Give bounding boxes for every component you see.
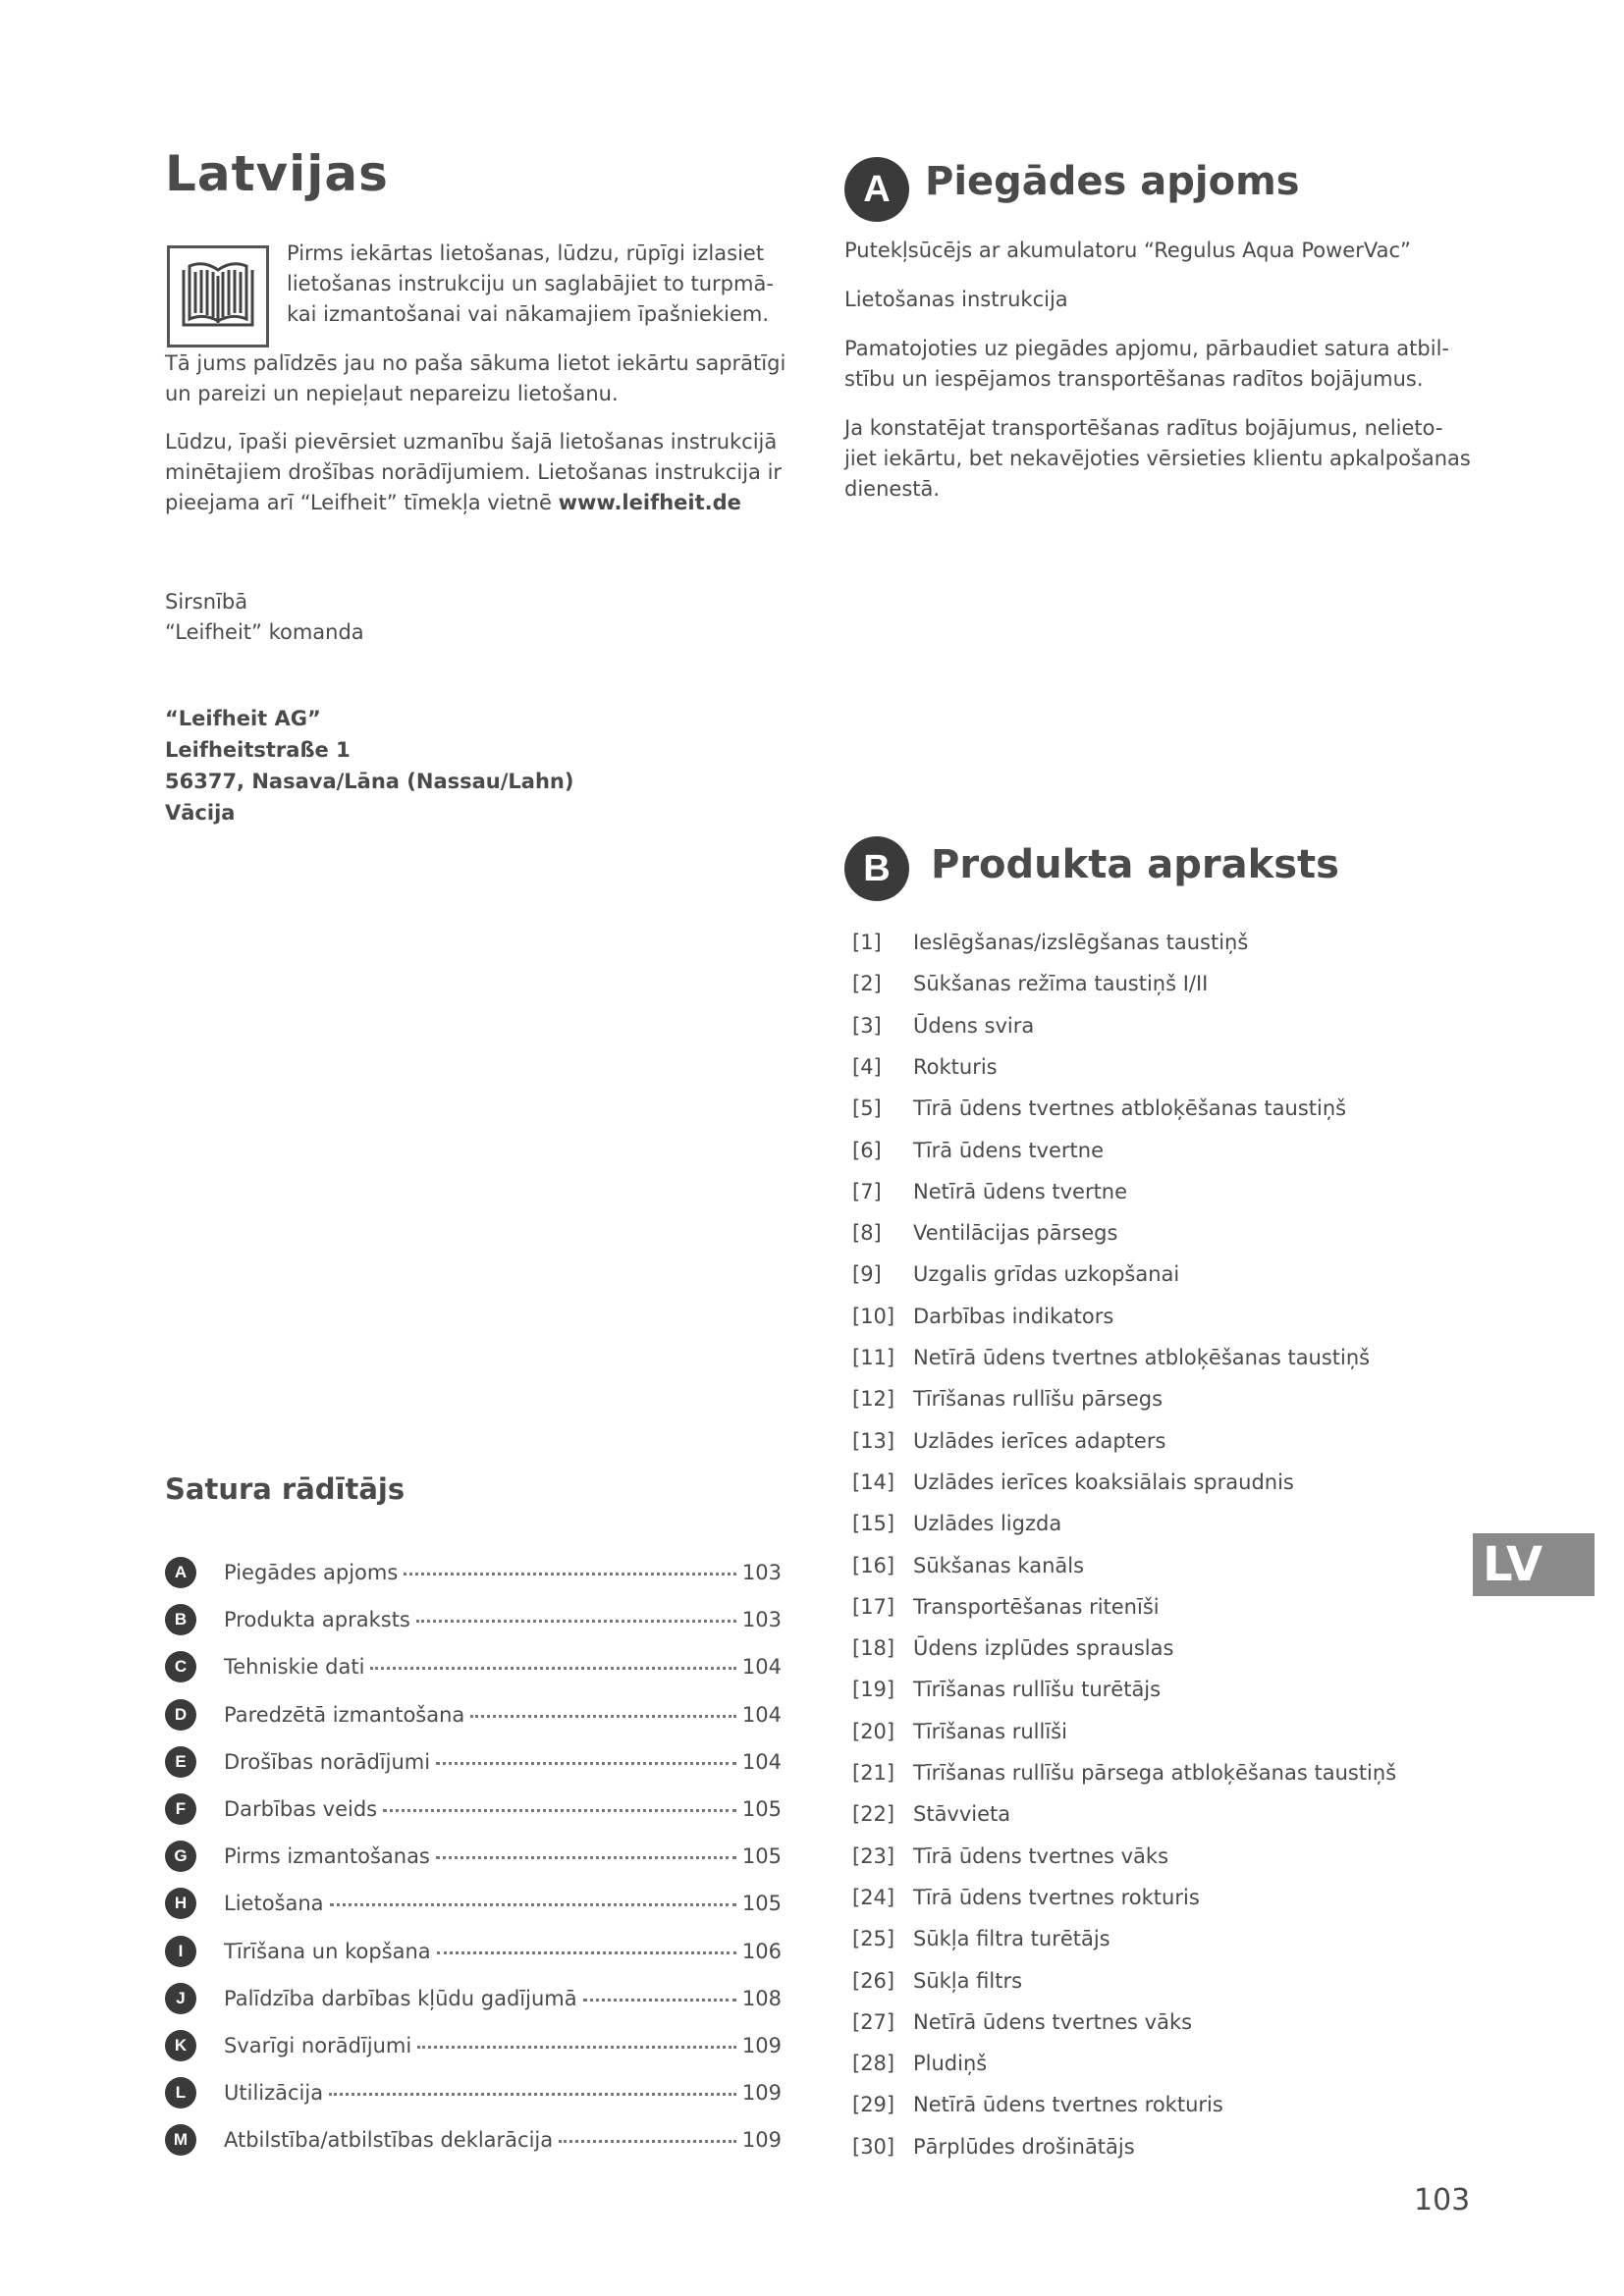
- intro-line: [165, 488, 782, 518]
- part-label: Pārplūdes drošinātājs: [913, 2134, 1135, 2159]
- toc-label: Tīrīšana un kopšana: [224, 1939, 431, 1963]
- address-line: 56377, Nasava/Lāna (Nassau/Lahn): [165, 770, 574, 793]
- part-number: [26]: [852, 1968, 895, 1993]
- delivery-item: Putekļsūcējs ar akumulatoru “Regulus Aqua PowerVac”: [844, 239, 1411, 262]
- toc-leader-dots: [370, 1666, 735, 1670]
- section-a-title: Piegādes apjoms: [925, 159, 1300, 204]
- part-item: [852, 1135, 1104, 1166]
- part-item: [852, 1591, 1160, 1623]
- part-label: Tīrīšanas rullīši: [913, 1719, 1067, 1743]
- section-b-badge: B: [844, 836, 909, 901]
- part-number: [23]: [852, 1843, 895, 1868]
- part-item: [852, 1010, 1034, 1041]
- intro-line: lietošanas instrukciju un saglabājiet to turpmā-: [287, 272, 774, 295]
- part-number: [21]: [852, 1761, 895, 1785]
- part-item: [852, 1632, 1173, 1664]
- toc-entry[interactable]: [165, 1841, 782, 1872]
- toc-page-number: 105: [741, 1797, 782, 1821]
- toc-letter-badge: G: [165, 1841, 196, 1872]
- toc-letter-badge: K: [165, 2030, 196, 2061]
- part-label: Tīrīšanas rullīšu pārsegs: [913, 1387, 1164, 1412]
- toc-leader-dots: [329, 2092, 736, 2096]
- part-number: [27]: [852, 2009, 895, 2034]
- toc-entry[interactable]: [165, 1888, 782, 1919]
- toc-page-number: 105: [741, 1844, 782, 1869]
- toc-leader-dots: [436, 1855, 736, 1859]
- part-label: Sūkšanas režīma taustiņš I/II: [913, 972, 1209, 996]
- toc-page-number: 104: [741, 1749, 782, 1774]
- toc-label: Produkta apraksts: [224, 1608, 410, 1632]
- toc-entry[interactable]: [165, 1557, 782, 1588]
- section-a-line: jiet iekārtu, bet nekavējoties vērsieties klientu apkalpošanas: [844, 447, 1471, 470]
- part-item: [852, 1757, 1396, 1789]
- part-label: Ūdens izplūdes sprauslas: [913, 1636, 1174, 1661]
- toc-leader-dots: [437, 1950, 736, 1954]
- part-number: [13]: [852, 1428, 895, 1453]
- part-item: [852, 1841, 1168, 1872]
- part-item: [852, 2048, 987, 2079]
- part-item: [852, 1550, 1084, 1581]
- intro-paragraph-2: [165, 348, 785, 409]
- part-number: [11]: [852, 1346, 895, 1369]
- part-label: Ieslēgšanas/izslēgšanas taustiņš: [913, 931, 1249, 954]
- part-item: [852, 1882, 1200, 1913]
- toc-label: Svarīgi norādījumi: [224, 2034, 412, 2057]
- part-label: Sūkļa filtra turētājs: [913, 1927, 1110, 1951]
- toc-entry[interactable]: [165, 2030, 782, 2061]
- toc-letter-badge: J: [165, 1983, 196, 2014]
- toc-label: Drošības norādījumi: [224, 1749, 431, 1774]
- toc-letter-badge: E: [165, 1746, 196, 1778]
- toc-page-number: 109: [741, 2128, 782, 2153]
- toc-letter-badge: M: [165, 2124, 196, 2156]
- part-label: Pludiņš: [913, 2052, 988, 2076]
- intro-line: minētajiem drošības norādījumiem. Lietošanas instrukcija ir: [165, 460, 783, 484]
- part-label: Tīrīšanas rullīšu turētājs: [913, 1678, 1162, 1702]
- address-line: “Leifheit AG”: [165, 707, 321, 730]
- toc-page-number: 109: [741, 2081, 782, 2106]
- part-item: [852, 968, 1208, 999]
- address: [165, 703, 573, 828]
- part-number: [6]: [852, 1138, 882, 1162]
- part-number: [30]: [852, 2134, 895, 2159]
- toc-page-number: 103: [741, 1561, 782, 1584]
- intro-line: Pirms iekārtas lietošanas, lūdzu, rūpīgi izlasiet: [287, 241, 765, 265]
- part-label: Sūkšanas kanāls: [913, 1553, 1085, 1577]
- part-label: Sūkļa filtrs: [913, 1968, 1023, 1993]
- toc-entry[interactable]: [165, 2124, 782, 2156]
- part-number: [28]: [852, 2052, 895, 2076]
- part-item: [852, 1342, 1370, 1373]
- page-number: 103: [1414, 2183, 1471, 2217]
- toc-page-number: 104: [741, 1655, 782, 1680]
- part-number: [7]: [852, 1179, 882, 1203]
- section-a-badge: A: [844, 157, 909, 222]
- part-number: [14]: [852, 1469, 895, 1494]
- toc-label: Paredzētā izmantošana: [224, 1702, 465, 1727]
- toc-label: Atbilstība/atbilstības deklarācija: [224, 2128, 554, 2153]
- part-label: Tīrā ūdens tvertnes vāks: [913, 1843, 1169, 1868]
- toc-leader-dots: [583, 1998, 736, 2002]
- part-item: [852, 1425, 1165, 1457]
- toc-letter-badge: C: [165, 1651, 196, 1682]
- part-number: [19]: [852, 1678, 895, 1702]
- toc-entry[interactable]: [165, 1983, 782, 2014]
- part-number: [4]: [852, 1054, 882, 1079]
- website-link[interactable]: www.leifheit.de: [558, 491, 741, 514]
- intro-paragraph-3: [165, 427, 782, 518]
- part-number: [15]: [852, 1512, 895, 1536]
- part-item: [852, 2089, 1223, 2120]
- part-item: [852, 927, 1248, 958]
- toc-letter-badge: D: [165, 1699, 196, 1731]
- section-b-title: Produkta apraksts: [931, 842, 1339, 887]
- toc-label: Palīdzība darbības kļūdu gadījumā: [224, 1986, 577, 2010]
- intro-line: un pareizi un nepieļaut nepareizu lietošanu.: [165, 382, 619, 405]
- part-label: Uzgalis grīdas uzkopšanai: [913, 1262, 1180, 1287]
- language-tab: LV: [1473, 1533, 1595, 1596]
- toc-label: Utilizācija: [224, 2081, 324, 2106]
- part-label: Rokturis: [913, 1054, 998, 1079]
- toc-leader-dots: [383, 1808, 736, 1812]
- section-a-line: Pamatojoties uz piegādes apjomu, pārbaudiet satura atbil-: [844, 337, 1449, 360]
- toc-label: Tehniskie dati: [224, 1655, 365, 1680]
- part-item: [852, 1674, 1161, 1705]
- part-item: [852, 1798, 1010, 1830]
- toc-leader-dots: [436, 1761, 736, 1765]
- book-icon: [167, 245, 269, 347]
- toc-leader-dots: [416, 1619, 736, 1623]
- toc-page-number: 104: [741, 1702, 782, 1727]
- part-item: [852, 1051, 998, 1083]
- part-label: Transportēšanas ritenīši: [913, 1594, 1160, 1619]
- part-label: Tīrā ūdens tvertnes rokturis: [913, 1885, 1200, 1909]
- toc-title: Satura rādītājs: [165, 1472, 406, 1506]
- toc-leader-dots: [559, 2139, 736, 2143]
- section-a-line: stību un iespējamos transportēšanas radītos bojājumus.: [844, 367, 1424, 391]
- part-item: [852, 1923, 1110, 1954]
- part-label: Uzlādes ierīces koaksiālais spraudnis: [913, 1469, 1294, 1494]
- part-number: [22]: [852, 1802, 895, 1827]
- toc-leader-dots: [470, 1714, 736, 1718]
- part-item: [852, 1467, 1294, 1498]
- part-label: Tīrīšanas rullīšu pārsega atbloķēšanas taustiņš: [913, 1761, 1397, 1785]
- part-label: Ūdens svira: [913, 1013, 1035, 1038]
- toc-page-number: 108: [741, 1986, 782, 2010]
- toc-letter-badge: F: [165, 1793, 196, 1825]
- intro-line: kai izmantošanai vai nākamajiem īpašniekiem.: [287, 302, 770, 326]
- toc-letter-badge: B: [165, 1604, 196, 1635]
- address-line: Leifheitstraße 1: [165, 738, 351, 762]
- part-number: [25]: [852, 1927, 895, 1951]
- part-label: Ventilācijas pārsegs: [913, 1221, 1118, 1246]
- part-number: [12]: [852, 1387, 895, 1412]
- part-item: [852, 1508, 1061, 1539]
- part-item: [852, 2131, 1135, 2163]
- toc-letter-badge: H: [165, 1888, 196, 1919]
- part-number: [1]: [852, 931, 882, 954]
- part-label: Tīrā ūdens tvertne: [913, 1138, 1105, 1162]
- part-item: [852, 1093, 1346, 1124]
- part-number: [3]: [852, 1013, 882, 1038]
- part-number: [17]: [852, 1594, 895, 1619]
- part-number: [20]: [852, 1719, 895, 1743]
- greeting-line: Sirsnībā: [165, 590, 248, 614]
- delivery-item: Lietošanas instrukcija: [844, 288, 1068, 311]
- part-item: [852, 2006, 1192, 2038]
- intro-line: Tā jums palīdzēs jau no paša sākuma lietot iekārtu saprātīgi: [165, 351, 786, 375]
- toc-label: Darbības veids: [224, 1797, 378, 1821]
- toc-letter-badge: A: [165, 1557, 196, 1588]
- part-item: [852, 1301, 1113, 1332]
- toc-entry[interactable]: [165, 1604, 782, 1635]
- toc-entry[interactable]: [165, 1936, 782, 1967]
- toc-entry[interactable]: [165, 2077, 782, 2109]
- section-a-line: Ja konstatējat transportēšanas radītus bojājumus, nelieto-: [844, 416, 1443, 440]
- toc-leader-dots: [404, 1572, 736, 1575]
- part-item: [852, 1383, 1163, 1415]
- toc-leader-dots: [417, 2045, 736, 2049]
- part-label: Uzlādes ierīces adapters: [913, 1428, 1166, 1453]
- greeting: [165, 587, 364, 648]
- toc-label: Lietošana: [224, 1892, 324, 1916]
- intro-text: pieejama arī “Leifheit” tīmekļa vietnē: [165, 491, 559, 514]
- part-label: Stāvvieta: [913, 1802, 1011, 1827]
- toc-label: Pirms izmantošanas: [224, 1844, 430, 1869]
- toc-letter-badge: L: [165, 2077, 196, 2109]
- address-line: Vācija: [165, 801, 236, 825]
- intro-line: Lūdzu, īpaši pievērsiet uzmanību šajā lietošanas instrukcijā: [165, 430, 778, 454]
- greeting-line: “Leifheit” komanda: [165, 620, 364, 644]
- part-label: Netīrā ūdens tvertnes rokturis: [913, 2093, 1223, 2117]
- part-item: [852, 1176, 1127, 1207]
- part-item: [852, 1258, 1179, 1290]
- part-number: [29]: [852, 2093, 895, 2117]
- part-number: [24]: [852, 1885, 895, 1909]
- part-number: [5]: [852, 1096, 882, 1121]
- part-label: Netīrā ūdens tvertnes vāks: [913, 2009, 1193, 2034]
- toc-leader-dots: [330, 1902, 736, 1906]
- part-number: [18]: [852, 1636, 895, 1661]
- part-number: [16]: [852, 1553, 895, 1577]
- toc-page-number: 105: [741, 1892, 782, 1916]
- toc-page-number: 106: [741, 1939, 782, 1963]
- part-number: [8]: [852, 1221, 882, 1246]
- toc-letter-badge: I: [165, 1936, 196, 1967]
- part-number: [9]: [852, 1262, 882, 1287]
- toc-entry[interactable]: [165, 1651, 782, 1682]
- toc-page-number: 103: [741, 1608, 782, 1632]
- toc-entry[interactable]: [165, 1793, 782, 1825]
- part-label: Netīrā ūdens tvertne: [913, 1179, 1128, 1203]
- toc-label: Piegādes apjoms: [224, 1561, 399, 1584]
- part-item: [852, 1965, 1022, 1997]
- part-number: [2]: [852, 972, 882, 996]
- page-title: Latvijas: [165, 145, 389, 202]
- section-a-body: [844, 236, 1492, 505]
- toc-entry[interactable]: [165, 1746, 782, 1778]
- part-item: [852, 1217, 1117, 1249]
- section-a-line: dienestā.: [844, 477, 941, 501]
- toc-entry[interactable]: [165, 1699, 782, 1731]
- part-label: Darbības indikators: [913, 1304, 1114, 1328]
- toc-page-number: 109: [741, 2034, 782, 2057]
- part-label: Tīrā ūdens tvertnes atbloķēšanas taustiņš: [913, 1096, 1347, 1121]
- part-label: Netīrā ūdens tvertnes atbloķēšanas taustiņš: [913, 1346, 1371, 1369]
- intro-paragraph: [287, 239, 774, 330]
- part-number: [10]: [852, 1304, 895, 1328]
- part-label: Uzlādes ligzda: [913, 1512, 1062, 1536]
- part-item: [852, 1716, 1067, 1747]
